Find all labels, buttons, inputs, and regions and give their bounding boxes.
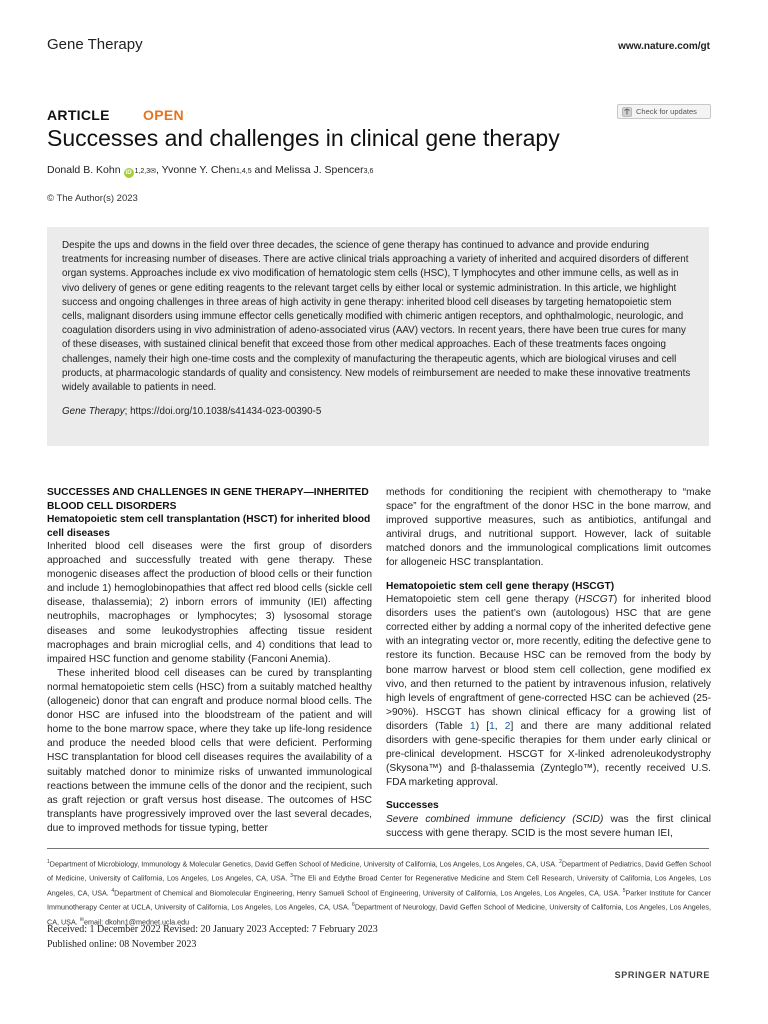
- journal-url-link[interactable]: www.nature.com/gt: [618, 41, 710, 52]
- author-kohn[interactable]: Donald B. Kohn: [47, 164, 121, 176]
- body-paragraph: Hematopoietic stem cell gene therapy (HSCGT) for inherited blood disorders uses the patient’s own (autologous) HSC that are gene corrected either by adding a normal copy of the inherited defective gene with an integrating vector or, more recently, editing the defective gene to restore its function. Because HSC can be removed from the body by bone marrow harvest or blood stem cell collection, gene modified ex vivo, and then returned to the patient by intravenous infusion, relatively high levels of engraftment of gene-corrected HSC can be achieved (25->90%). HSCGT has shown clinical efficacy for a growing list of disorders (Table 1) [1, 2] and there are many additional related disorders with gene-specific therapies for them under early clinical or pre-clinical development. HSCGT for X-linked adrenoleukodystrophy (Skysona™) and β-thalassemia (Zynteglo™), recently received U.S. FDA marketing approval.: [386, 594, 712, 789]
- subsection-heading-hsct: Hematopoietic stem cell transplantation (HSCT) for inherited blood cell diseases: [47, 514, 371, 539]
- received-dates: Received: 1 December 2022 Revised: 20 January 2023 Accepted: 7 February 2023: [47, 924, 378, 935]
- orcid-icon[interactable]: iD: [125, 170, 132, 176]
- body-paragraph: These inherited blood cell diseases can be cured by transplanting normal hematopoietic stem cells (HSC) from a suitably matched healthy (allogeneic) donor that can engraft and produce normal blood cells. The donor HSC are infused into the bloodstream of the patient and will home to the bone marrow space, where they take up life-long residence and produce the needed blood cells that were deficient. Performing HSC transplantation for blood cell diseases requires the availability of a suitably matched donor to minimize risks of unwanted immunological reactions between the immune cells of the donor and the recipient, such as graft rejection or graft versus host disease. The outcomes of HSC transplants have progressively improved over the last several decades, due to improved methods for tissue typing, better: [47, 667, 372, 834]
- section-heading: SUCCESSES AND CHALLENGES IN GENE THERAPY—INHERITED BLOOD CELL DISORDERS: [47, 487, 369, 512]
- body-column-left: [47, 486, 372, 836]
- email-icon: ✉: [79, 916, 84, 923]
- body-paragraph: methods for conditioning the recipient with chemotherapy to “make space” for the engraftment of the donor HSC in the bone marrow, and improved supportive measures, such as antibiotics, antifungal and antiviral drugs, and nutritional support. However, lack of suitable matched donors and the immunological complications limit outcomes for allogeneic HSC transplantation.: [386, 487, 711, 569]
- body-paragraph: Severe combined immune deficiency (SCID) was the first clinical success with gene therapy. SCID is the most severe human IEI,: [386, 813, 711, 839]
- email-link[interactable]: email: dkohn1@mednet.ucla.edu: [83, 916, 190, 926]
- check-for-updates-button[interactable]: [617, 104, 711, 119]
- copyright-notice: © The Author(s) 2023: [47, 193, 138, 204]
- open-access-label: OPEN: [143, 107, 184, 123]
- abstract-text: Despite the ups and downs in the field over three decades, the science of gene therapy has continued to advance and provide enduring treatments for increasing number of diseases. There are active clinical trials approaching a variety of inherited and acquired disorders of different organ systems. Approaches include ex vivo modification of hematologic stem cells (HSC), T lymphocytes and other immune cells, as well as in vivo delivery of genes or gene editing reagents to the relevant target cells by either local or systemic administration. In this article, we highlight success and ongoing challenges in three areas of high activity in gene therapy: inherited blood cell diseases by targeting hematopoietic stem cells, malignant disorders using immune effector cells genetically modified with chimeric antigen receptors, and ophthalmologic, neurologic, and coagulation disorders using in vivo administration of adeno-associated virus (AAV) vectors. In recent years, there have been true cures for many of these diseases, with sustained clinical benefit that exceed those from other medical approaches. Each of these treatments faces ongoing challenges, namely their high one-time costs and the complexity of manufacturing the therapeutic agents, which are biological viruses and cell products, at pharmacologic standards of quality and consistency. New models of reimbursement are needed to make these innovative treatments widely available to patients in need.: [62, 240, 691, 394]
- published-date: Published online: 08 November 2023: [47, 939, 197, 950]
- doi-link[interactable]: ; https://doi.org/10.1038/s41434-023-00390-5: [124, 406, 322, 418]
- footnote-divider: [47, 848, 709, 849]
- table-link[interactable]: 1: [470, 720, 476, 732]
- publication-dates: [47, 922, 378, 952]
- check-updates-label: Check for updates: [636, 107, 697, 116]
- author-spencer[interactable]: and Melissa J. Spencer: [251, 164, 364, 176]
- article-title: Successes and challenges in clinical gene therapy: [47, 125, 560, 151]
- body-column-right: [386, 486, 711, 841]
- article-type-label: ARTICLE: [47, 107, 110, 123]
- body-paragraph: Inherited blood cell diseases were the first group of disorders approached and successfully treated with gene therapy. These monogenic diseases affect the production of blood cells or their function and include 1) hemoglobinopathies that affect red blood cells (sickle cell disease, thalassemia); 2) inborn errors of immunity (IEI) affecting neutrophils, macrophages or lymphocytes; 3) lysosomal storage diseases and some leukodystrophies affecting tissue resident macrophages and brain microglial cells, and 4) conditions that lead to impaired HSC function and genome stability (Fanconi Anemia).: [47, 541, 372, 665]
- author-list: Donald B. Kohn iD 1,2,3 ✉ , Yvonne Y. Chen 1,4,5 and Melissa J. Spencer 3,6: [47, 164, 374, 176]
- reference-link[interactable]: 2: [504, 720, 511, 732]
- reference-link[interactable]: 1: [489, 720, 495, 732]
- author-chen[interactable]: , Yvonne Y. Chen: [156, 164, 237, 176]
- abstract-box: [47, 227, 709, 446]
- citation-line: [62, 405, 694, 419]
- subsection-heading-hscgt: Hematopoietic stem cell gene therapy (HSCGT): [386, 580, 615, 592]
- citation-journal: Gene Therapy: [62, 406, 125, 418]
- publisher-logo: SPRINGER NATURE: [614, 970, 710, 980]
- journal-name: Gene Therapy: [47, 36, 143, 53]
- check-updates-icon: [622, 107, 632, 117]
- affiliations-footnote: $^1$Department of Microbiology, Immunology & Molecular Genetics, David Geffen School of Medicine, University of California, Los Angeles, Los Angeles, CA, USA. $^2$Department of Pediatrics, David Geffen School of Medicine, University of California, Los Angeles, Los Angeles, CA, USA. $^3$The Eli and Edythe Broad Center for Regenerative Medicine and Stem Cell Research, University of California, Los Angeles, Los Angeles, CA, USA. $^4$Department of Chemical and Biomolecular Engineering, Henry Samueli School of Engineering, University of California, Los Angeles, Los Angeles, CA, USA. $^5$Parker Institute for Cancer Immunotherapy Center at UCLA, University of California, Los Angeles, Los Angeles, CA, USA. $^6$Department of Neurology, David Geffen School of Medicine, University of California, Los Angeles, Los Angeles, CA, USA. ✉email: dkohn1@mednet.ucla.edu: [47, 859, 712, 926]
- subsection-heading-successes: Successes: [386, 800, 439, 812]
